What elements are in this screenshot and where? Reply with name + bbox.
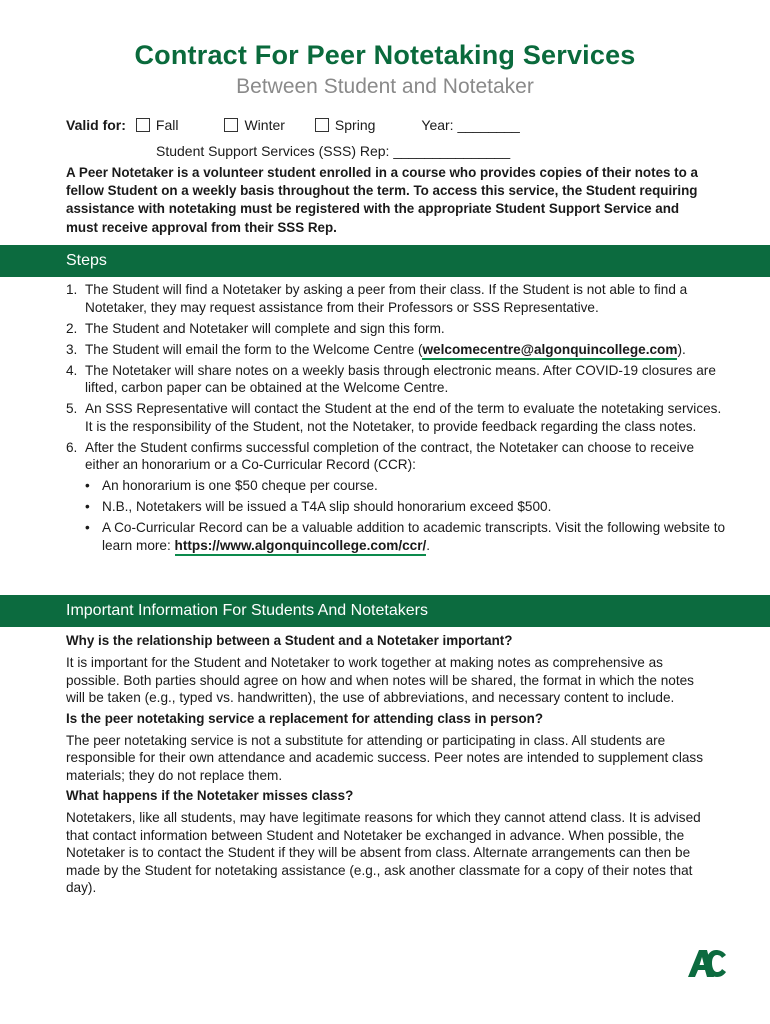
steps-list <box>66 281 726 558</box>
answer-paragraph: It is important for the Student and Notetaker to work together at making notes as comprehensive as possible. Both parties should agree on how and when notes will be shared, the format in which the notes will be taken (e.g., typed vs. handwritten), the use of abbreviations, and necessary content to include. <box>66 655 694 705</box>
fall-option[interactable] <box>136 117 179 133</box>
bullet-icon: • <box>85 520 90 535</box>
info-heading: Important Information For Students And Notetakers <box>0 595 770 627</box>
winter-option[interactable] <box>224 117 284 133</box>
step-item <box>66 281 726 316</box>
answer-paragraph: The peer notetaking service is not a substitute for attending or participating in class. All students are responsible for their own attendance and academic success. Peer notes are intended to supplement class materials; they do not replace them. <box>66 732 704 783</box>
step-item <box>66 320 726 338</box>
sss-rep-field[interactable]: Student Support Services (SSS) Rep: _______________ <box>156 143 511 159</box>
step-number: 2. <box>66 320 78 336</box>
bullet-icon: • <box>85 499 90 514</box>
year-field[interactable]: Year: ________ <box>421 117 520 133</box>
intro-paragraph: A Peer Notetaker is a volunteer student enrolled in a course who provides copies of their notes to a fellow Student on a weekly basis throughout the term. To access this service, the Student requiring assistance with notetaking must be registered with the appropriate Student Support Service and must receive approval from their SSS Rep. <box>66 165 698 235</box>
step-item <box>66 341 726 359</box>
step-number: 6. <box>66 439 78 455</box>
bullet-icon: • <box>85 478 90 493</box>
step-item <box>66 362 726 397</box>
step-item <box>66 439 726 474</box>
step-number: 3. <box>66 341 78 357</box>
page-title: Contract For Peer Notetaking Services <box>134 40 636 70</box>
answer-paragraph: Notetakers, like all students, may have legitimate reasons for which they cannot attend class. It is advised that contact information between Student and Notetaker be exchanged in advance. When possible, the Notetaker is to contact the Student if they will be absent from class. Alternate arrangements can then be made by the Student for notetaking assistance (e.g., ask another classmate for a copy of their notes that day). <box>66 810 701 895</box>
step-text: The Student and Notetaker will complete and sign this form. <box>85 320 445 336</box>
step-item <box>66 400 726 435</box>
spring-checkbox[interactable] <box>315 118 329 132</box>
bullet-item <box>66 498 726 516</box>
welcome-centre-email-link[interactable]: welcomecentre@algonquincollege.com <box>422 342 677 360</box>
winter-checkbox[interactable] <box>224 118 238 132</box>
step-text: The Student will find a Notetaker by asking a peer from their class. If the Student is not able to find a Notetaker, they may request assistance from their Professors or SSS Representative. <box>85 282 688 315</box>
steps-heading: Steps <box>0 245 770 277</box>
valid-for-row <box>66 115 520 135</box>
spring-option[interactable] <box>315 117 375 133</box>
spring-label: Spring <box>334 117 376 133</box>
step-text: After the Student confirms successful completion of the contract, the Notetaker can choose to receive either an honorarium or a Co-Curricular Record (CCR): <box>85 439 695 472</box>
step-number: 5. <box>66 401 78 416</box>
bullet-item <box>66 477 726 495</box>
algonquin-college-logo-icon <box>686 947 728 979</box>
step-text: The Notetaker will share notes on a weekly basis through electronic means. After COVID-19 closures are lifted, carbon paper can be obtained at the Welcome Centre. <box>85 362 716 395</box>
step-number: 4. <box>66 362 78 378</box>
question-heading: Why is the relationship between a Student and a Notetaker important? <box>66 633 513 648</box>
fall-checkbox[interactable] <box>136 118 150 132</box>
bullet-text: N.B., Notetakers will be issued a T4A slip should honorarium exceed $500. <box>102 499 552 514</box>
valid-for-label: Valid for: <box>66 117 126 133</box>
step-text: The Student will email the form to the Welcome Centre ( <box>85 341 423 357</box>
info-section <box>66 632 712 900</box>
fall-label: Fall <box>155 117 179 133</box>
question-heading: Is the peer notetaking service a replacement for attending class in person? <box>66 710 544 726</box>
step-text-end: ). <box>677 341 686 357</box>
step-number: 1. <box>66 282 78 297</box>
ccr-website-link[interactable]: https://www.algonquincollege.com/ccr/ <box>175 538 427 556</box>
bullet-text: An honorarium is one $50 cheque per course. <box>102 478 378 493</box>
winter-label: Winter <box>244 117 285 133</box>
question-heading: What happens if the Notetaker misses class? <box>66 788 354 803</box>
step-text: An SSS Representative will contact the Student at the end of the term to evaluate the notetaking services. It is the responsibility of the Student, not the Notetaker, to provide feedback regarding the class notes. <box>85 401 722 434</box>
bullet-text: A Co-Curricular Record can be a valuable addition to academic transcripts. Visit the following website to learn more: <box>102 520 726 553</box>
bullet-text-end: . <box>426 537 431 553</box>
page-subtitle: Between Student and Notetaker <box>236 75 534 98</box>
bullet-item <box>66 519 726 554</box>
